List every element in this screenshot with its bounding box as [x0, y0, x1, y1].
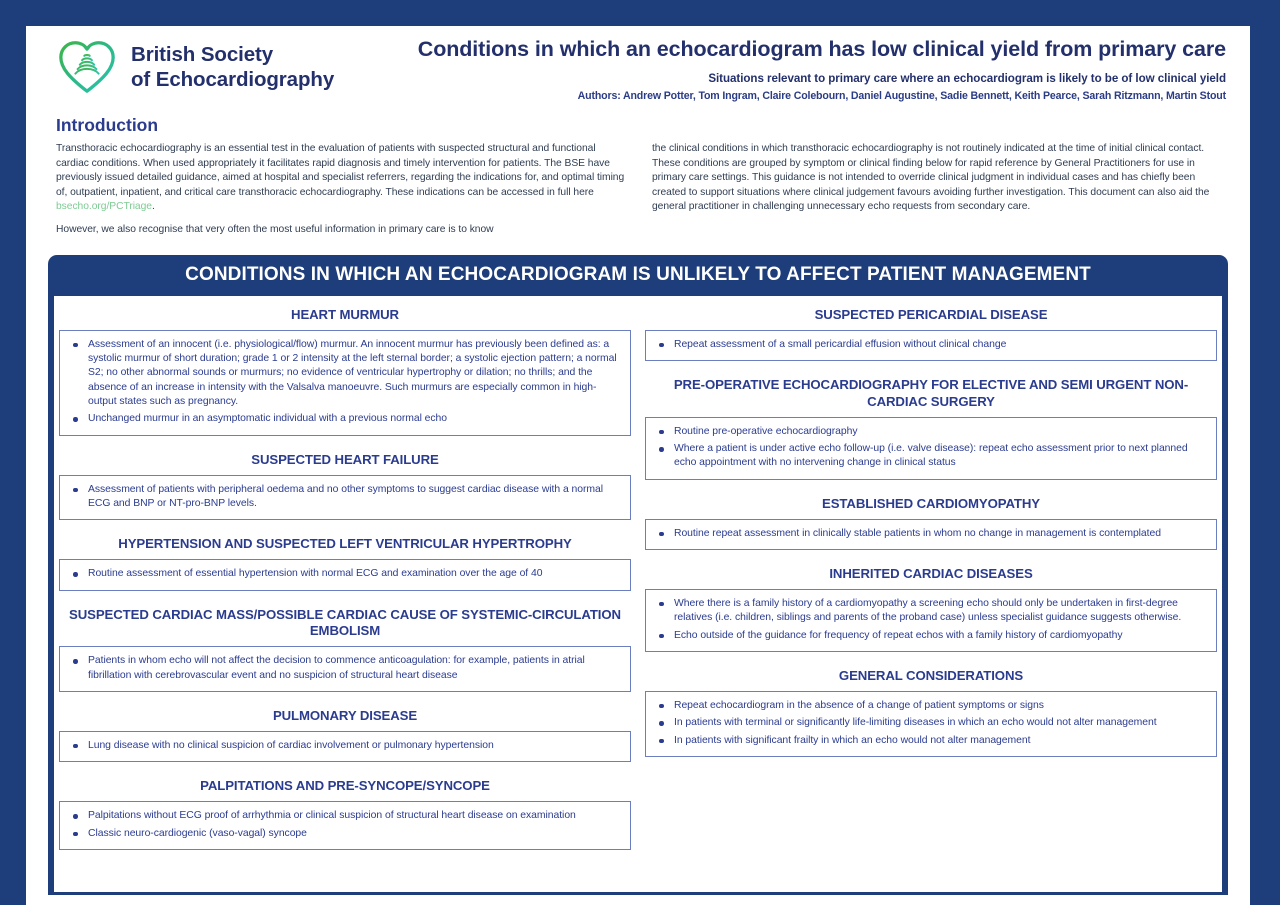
condition-list-item: Unchanged murmur in an asymptomatic individual with a previous normal echo — [70, 412, 620, 426]
brand-name-line-2: of Echocardiography — [131, 68, 335, 91]
condition-section — [645, 491, 1217, 550]
bse-heart-ultrasound-logo-icon — [56, 36, 118, 98]
condition-section — [59, 531, 631, 590]
conditions-column-left — [59, 302, 631, 892]
condition-list-item: Repeat assessment of a small pericardial effusion without clinical change — [656, 338, 1206, 352]
condition-section — [59, 302, 631, 436]
condition-list — [656, 597, 1206, 643]
title-block — [334, 36, 1228, 102]
condition-list — [70, 483, 620, 512]
condition-section-title: PALPITATIONS AND PRE-SYNCOPE/SYNCOPE — [200, 778, 490, 794]
condition-section-box — [59, 330, 631, 436]
introduction-paragraph-1 — [56, 142, 630, 215]
condition-section-box — [645, 417, 1217, 480]
condition-section-box — [59, 475, 631, 521]
condition-section — [59, 602, 631, 693]
condition-list-item: Routine repeat assessment in clinically stable patients in whom no change in management is contemplated — [656, 527, 1206, 541]
condition-list-item: Routine assessment of essential hypertension with normal ECG and examination over the age of 40 — [70, 567, 620, 581]
brand-name-line-1: British Society — [131, 43, 274, 66]
page-subtitle: Situations relevant to primary care where an echocardiogram is likely to be of low clinical yield — [708, 71, 1226, 85]
introduction-columns — [48, 142, 1228, 246]
authors-line: Authors: Andrew Potter, Tom Ingram, Claire Colebourn, Daniel Augustine, Sadie Bennett, Keith Pearce, Sarah Ritzmann, Martin Stout — [577, 89, 1226, 102]
condition-section — [645, 372, 1217, 480]
condition-list — [656, 699, 1206, 748]
condition-section-title: HEART MURMUR — [291, 306, 399, 322]
condition-list — [70, 654, 620, 683]
condition-section-title: GENERAL CONSIDERATIONS — [838, 667, 1024, 683]
introduction-text-before-link: Transthoracic echocardiography is an essential test in the evaluation of patients with suspected structural and functional cardiac conditions. When used appropriately it facilitates rapid diagnosis and timely intervention for patients. The BSE have previously issued detailed guidance, aimed at hospital and specialist referrers, regarding the indications for, and optimal timing of, outpatient, inpatient, and critical care transthoracic echocardiography. These indications can be accessed in full here — [56, 143, 625, 198]
condition-list — [656, 527, 1206, 541]
condition-list-item: Patients in whom echo will not affect the decision to commence anticoagulation: for example, patients in atrial fibrillation with cerebrovascular event and no suspicion of structural heart disease — [70, 654, 620, 683]
condition-list-item: Assessment of an innocent (i.e. physiological/flow) murmur. An innocent murmur has previously been defined as: a systolic murmur of short duration; grade 1 or 2 intensity at the left sternal border; a systolic ejection pattern; a normal S2; no other abnormal sounds or murmurs; no evidence of ventricular hypertrophy or dilation; no thrills; and the absence of an increase in intensity with the Valsalva manoeuvre. Such murmurs are especially common in high-output states such as pregnancy. — [70, 338, 620, 410]
conditions-column-right — [645, 302, 1217, 892]
condition-list-item: Echo outside of the guidance for frequency of repeat echos with a family history of cardiomyopathy — [656, 629, 1206, 643]
poster-header — [48, 26, 1228, 114]
condition-list-item: Lung disease with no clinical suspicion of cardiac involvement or pulmonary hypertension — [70, 739, 620, 753]
condition-section-box — [59, 801, 631, 850]
condition-list-item: Classic neuro-cardiogenic (vaso-vagal) syncope — [70, 827, 620, 841]
poster-page — [26, 26, 1250, 905]
brand-name — [131, 42, 334, 92]
condition-list — [70, 809, 620, 841]
condition-list-item: In patients with terminal or significantly life-limiting diseases in which an echo would not alter management — [656, 716, 1206, 730]
condition-section — [645, 561, 1217, 652]
condition-section-box — [645, 589, 1217, 652]
condition-section — [59, 447, 631, 521]
condition-list-item: Assessment of patients with peripheral oedema and no other symptoms to suggest cardiac disease with a normal ECG and BNP or NT-pro-BNP levels. — [70, 483, 620, 512]
condition-section-title: ESTABLISHED CARDIOMYOPATHY — [822, 495, 1040, 511]
condition-list — [70, 739, 620, 753]
introduction-text-after-link: . — [151, 201, 155, 213]
brand-lockup — [48, 36, 334, 98]
condition-section — [645, 302, 1217, 361]
introduction-heading: Introduction — [56, 115, 159, 135]
introduction-paragraph-2: However, we also recognise that very often the most useful information in primary care is to know — [56, 224, 494, 236]
condition-list-item: Routine pre-operative echocardiography — [656, 425, 1206, 439]
condition-list-item: Where a patient is under active echo follow-up (i.e. valve disease): repeat echo assessment prior to next planned echo appointment with no intervening change in clinical status — [656, 442, 1206, 471]
condition-section-box — [59, 559, 631, 590]
conditions-panel — [48, 255, 1228, 895]
condition-section-box — [645, 330, 1217, 361]
condition-list — [70, 338, 620, 427]
condition-list — [656, 338, 1206, 352]
condition-section-title: SUSPECTED PERICARDIAL DISEASE — [814, 306, 1048, 322]
conditions-panel-banner: CONDITIONS IN WHICH AN ECHOCARDIOGRAM IS UNLIKELY TO AFFECT PATIENT MANAGEMENT — [185, 263, 1091, 285]
condition-section-box — [645, 691, 1217, 757]
page-title: Conditions in which an echocardiogram has low clinical yield from primary care — [417, 37, 1226, 61]
condition-section-title: PULMONARY DISEASE — [272, 708, 418, 724]
condition-list-item: Palpitations without ECG proof of arrhythmia or clinical suspicion of structural heart disease on examination — [70, 809, 620, 823]
condition-section-title: SUSPECTED CARDIAC MASS/POSSIBLE CARDIAC CAUSE OF SYSTEMIC-CIRCULATION EMBOLISM — [69, 606, 621, 639]
conditions-panel-body — [54, 296, 1222, 892]
condition-section-title: INHERITED CARDIAC DISEASES — [829, 566, 1033, 582]
condition-list — [70, 567, 620, 581]
introduction-column-right — [652, 142, 1226, 246]
condition-section-title: PRE-OPERATIVE ECHOCARDIOGRAPHY FOR ELECTIVE AND SEMI URGENT NON-CARDIAC SURGERY — [673, 376, 1189, 409]
condition-list-item: In patients with significant frailty in which an echo would not alter management — [656, 734, 1206, 748]
condition-section-title: HYPERTENSION AND SUSPECTED LEFT VENTRICULAR HYPERTROPHY — [118, 536, 572, 552]
condition-section — [645, 663, 1217, 757]
condition-section — [59, 773, 631, 850]
condition-section-box — [645, 519, 1217, 550]
condition-list — [656, 425, 1206, 471]
introduction-column-left — [56, 142, 630, 246]
introduction-paragraph-3: the clinical conditions in which transthoracic echocardiography is not routinely indicated at the time of initial clinical contact. These conditions are grouped by symptom or clinical finding below for rapid reference by General Practitioners for use in primary care settings. This guidance is not intended to override clinical judgment in individual cases and has chiefly been created to support situations where clinical judgement favours avoiding further investigation. This document can also aid the general practitioner in challenging unnecessary echo requests from secondary care. — [652, 143, 1210, 213]
condition-section — [59, 703, 631, 762]
condition-section-box — [59, 731, 631, 762]
pctriage-link[interactable]: bsecho.org/PCTriage — [56, 201, 152, 213]
condition-section-box — [59, 646, 631, 692]
condition-list-item: Repeat echocardiogram in the absence of a change of patient symptoms or signs — [656, 699, 1206, 713]
condition-section-title: SUSPECTED HEART FAILURE — [251, 451, 439, 467]
condition-list-item: Where there is a family history of a cardiomyopathy a screening echo should only be undertaken in first-degree relatives (i.e. children, siblings and parents of the proband case) unless specialist guidance suggests otherwise. — [656, 597, 1206, 626]
